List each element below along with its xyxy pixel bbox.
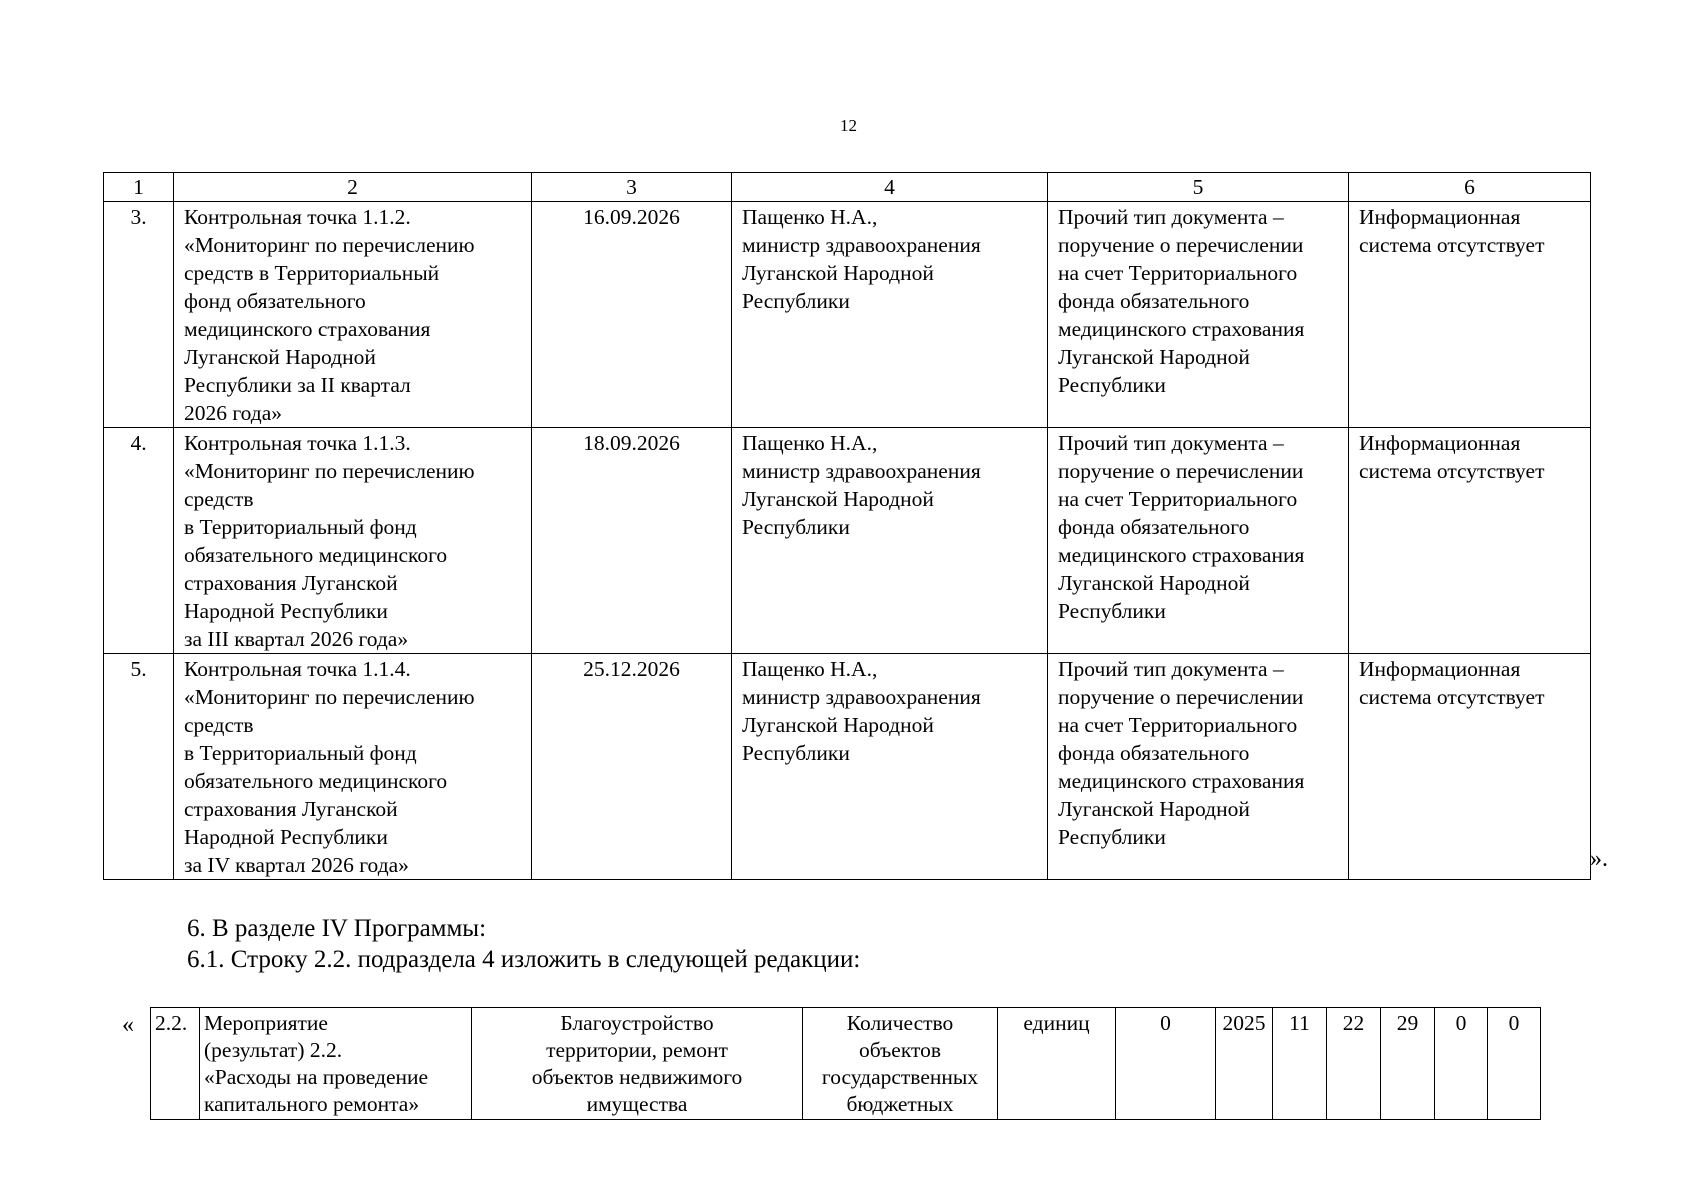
header-cell: 2 <box>174 173 532 202</box>
row-number: 2.2. <box>151 1008 200 1120</box>
closing-quote: ». <box>1590 846 1608 872</box>
indicator-name: Количество объектов государственных бюджетных <box>803 1008 998 1120</box>
unit-of-measure: единиц <box>998 1008 1116 1120</box>
program-row-table <box>150 1007 1541 1120</box>
information-system: Информационная система отсутствует <box>1349 428 1591 654</box>
value-cell: 11 <box>1273 1008 1327 1120</box>
header-cell: 6 <box>1349 173 1591 202</box>
row-number: 5. <box>104 654 174 880</box>
table-row <box>151 1008 1541 1120</box>
document-type: Прочий тип документа – поручение о перечислении на счет Территориального фонда обязательного медицинского страхования Луганской Народной Республики <box>1048 202 1349 428</box>
value-cell: 22 <box>1327 1008 1381 1120</box>
information-system: Информационная система отсутствует <box>1349 202 1591 428</box>
control-point-date: 16.09.2026 <box>532 202 732 428</box>
section-paragraph: 6. В разделе IV Программы: <box>187 915 487 942</box>
value-cell: 0 <box>1435 1008 1488 1120</box>
control-point-name: Контрольная точка 1.1.2. «Мониторинг по перечислению средств в Территориальный фонд обязательного медицинского страхования Луганской Народной Республики за II квартал 2026 года» <box>174 202 532 428</box>
row-number: 4. <box>104 428 174 654</box>
responsible-person: Пащенко Н.А., министр здравоохранения Луганской Народной Республики <box>732 654 1048 880</box>
information-system: Информационная система отсутствует <box>1349 654 1591 880</box>
document-type: Прочий тип документа – поручение о перечислении на счет Территориального фонда обязательного медицинского страхования Луганской Народной Республики <box>1048 654 1349 880</box>
document-type: Прочий тип документа – поручение о перечислении на счет Территориального фонда обязательного медицинского страхования Луганской Народной Республики <box>1048 428 1349 654</box>
header-cell: 3 <box>532 173 732 202</box>
control-point-name: Контрольная точка 1.1.4. «Мониторинг по перечислению средств в Территориальный фонд обязательного медицинского страхования Луганской Народной Республики за IV квартал 2026 года» <box>174 654 532 880</box>
responsible-person: Пащенко Н.А., министр здравоохранения Луганской Народной Республики <box>732 428 1048 654</box>
table-row <box>104 428 1591 654</box>
table-row <box>104 654 1591 880</box>
measure-name: Мероприятие (результат) 2.2. «Расходы на проведение капитального ремонта» <box>200 1008 472 1120</box>
opening-quote: « <box>122 1012 134 1038</box>
value-cell: 0 <box>1488 1008 1541 1120</box>
section-paragraph: 6.1. Строку 2.2. подраздела 4 изложить в следующей редакции: <box>187 946 861 973</box>
measure-description: Благоустройство территории, ремонт объектов недвижимого имущества <box>472 1008 803 1120</box>
base-value: 0 <box>1116 1008 1216 1120</box>
responsible-person: Пащенко Н.А., министр здравоохранения Луганской Народной Республики <box>732 202 1048 428</box>
base-year: 2025 <box>1216 1008 1273 1120</box>
control-points-table <box>103 172 1591 880</box>
page-number: 12 <box>840 116 857 135</box>
header-cell: 5 <box>1048 173 1349 202</box>
header-cell: 4 <box>732 173 1048 202</box>
header-cell: 1 <box>104 173 174 202</box>
control-point-name: Контрольная точка 1.1.3. «Мониторинг по перечислению средств в Территориальный фонд обязательного медицинского страхования Луганской Народной Республики за III квартал 2026 года» <box>174 428 532 654</box>
table-row <box>104 202 1591 428</box>
control-point-date: 25.12.2026 <box>532 654 732 880</box>
row-number: 3. <box>104 202 174 428</box>
table-header-row <box>104 173 1591 202</box>
value-cell: 29 <box>1381 1008 1435 1120</box>
control-point-date: 18.09.2026 <box>532 428 732 654</box>
